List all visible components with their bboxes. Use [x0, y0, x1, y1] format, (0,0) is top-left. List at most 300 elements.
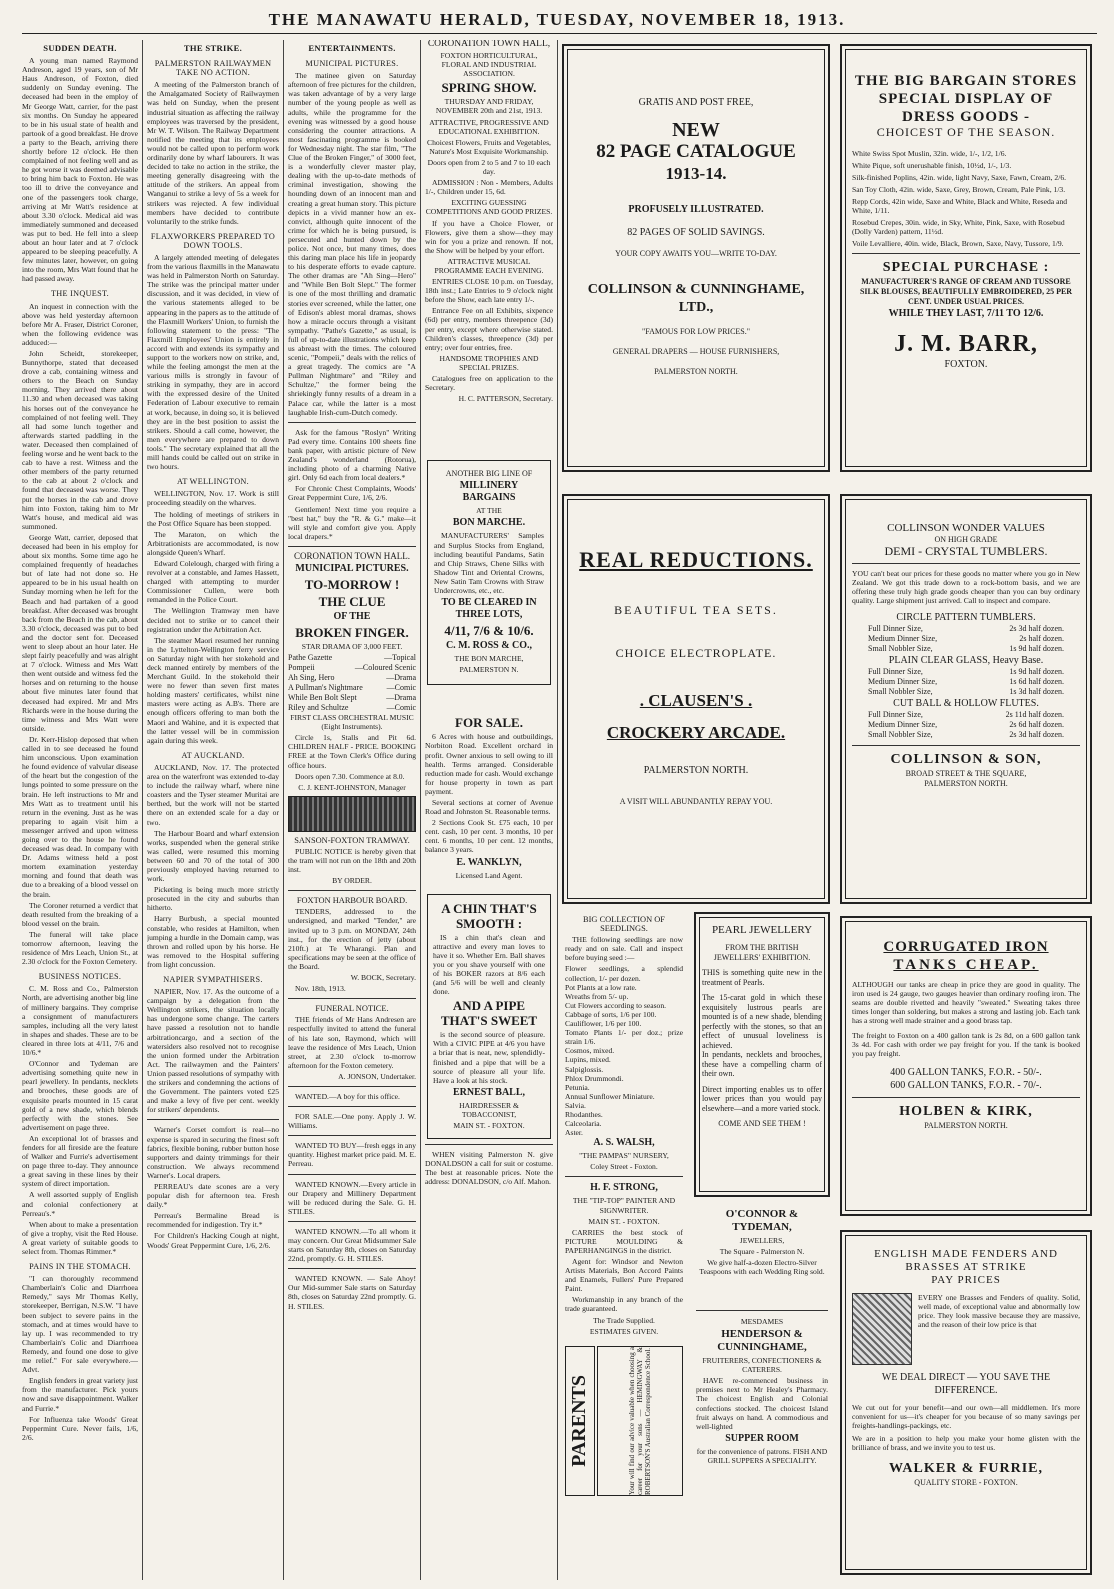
barr-line-1: THE BIG BARGAIN STORES: [854, 73, 1078, 89]
divider: [288, 1268, 416, 1269]
article-paragraph: Warner's Corset comfort is real—no expense is spared in securing the finest soft fabrics, flexible boning, rubber button hose supporters and dainty trimmings for their construction. We always recommend Warner's. Local drapers.: [147, 1125, 279, 1180]
ad-fee: Entrance Fee on all Exhibits, sixpence (6d) per entry, members threepence (3d) per entry, except where otherwise stated. Children's classes, threepence (3d) per entry; over four entries, free.: [425, 306, 553, 352]
column-rule: [142, 40, 143, 1580]
pearl-text: Direct importing enables us to offer lower prices than you would pay elsewhere—and a more varied stock.: [702, 1084, 822, 1113]
ad-admission: ADMISSION : Non - Members, Adults 1/-, Children under 15, 6d.: [425, 178, 553, 197]
article-paragraph: Picketing is being much more strictly prosecuted in the city and suburbs than hitherto.: [147, 885, 279, 913]
ad-town-hall: CORONATION TOWN HALL.: [294, 550, 410, 561]
tanks-heading-1: CORRUGATED IRON: [883, 939, 1049, 955]
column-rule: [557, 40, 558, 1580]
ad-clue-1: THE CLUE: [318, 593, 386, 609]
seedling-item: Annual Sunflower Miniature.: [565, 1091, 655, 1101]
programme-title: While Ben Bolt Slept: [288, 693, 357, 703]
subhead-napier: NAPIER SYMPATHISERS.: [163, 975, 263, 984]
cat-pages: 82 PAGES OF SOLID SAVINGS.: [627, 227, 765, 238]
ad-secretary: H. C. PATTERSON, Secretary.: [458, 394, 553, 404]
seedling-item: Petunia.: [565, 1082, 590, 1092]
clausen-real-reductions: REAL REDUCTIONS.: [579, 547, 813, 572]
ad-doors: Doors open 7.30. Commence at 8.0.: [295, 771, 405, 781]
headline-strike: THE STRIKE.: [183, 43, 243, 53]
hc-supper: SUPPER ROOM: [725, 1432, 799, 1444]
mill-line-2: MILLINERY BARGAINS: [459, 480, 519, 504]
pipe-heading: AND A PIPE THAT'S SWEET: [440, 998, 538, 1029]
headline-inquest: THE INQUEST.: [50, 289, 110, 299]
ad-municipal: MUNICIPAL PICTURES.: [295, 562, 409, 574]
programme-title: Pompeii: [288, 663, 315, 673]
mill-line-7: 4/11, 7/6 & 10/6.: [444, 623, 534, 639]
programme-genre: —Topical: [384, 653, 416, 663]
ad-guessing: EXCITING GUESSING COMPETITIONS AND GOOD PRIZES.: [425, 198, 553, 217]
cat-gratis: GRATIS AND POST FREE,: [638, 97, 754, 108]
agent-title: Licensed Land Agent.: [455, 870, 523, 880]
fenders-heading: ENGLISH MADE FENDERS AND BRASSES AT STRIKE: [874, 1248, 1058, 1273]
divider: [288, 422, 416, 423]
programme-genre: —Drama: [386, 693, 416, 703]
special-price: WHILE THEY LAST, 7/11 TO 12/6.: [888, 308, 1044, 319]
size-label: Small Nobbler Size,: [868, 644, 933, 653]
strong-address: MAIN ST. - FOXTON.: [588, 1216, 660, 1226]
ad-barr-box: [840, 44, 1092, 472]
price-value: 2s half dozen.: [1019, 634, 1064, 643]
ad-manager: C. J. KENT-JOHNSTON, Manager: [298, 782, 406, 792]
donaldson-ad: WHEN visiting Palmerston N. give DONALDSON a call for suit or costume. The best at reasonable prices. Note the address: DONALDSON, c/o Alf. Mahon.: [425, 1150, 553, 1187]
article-paragraph: Harry Burbush, a special mounted constable, who resides at Hamilton, when jumping a hurdle in the Domain camp, was thrown and rolled upon by his horse. He was removed to the Hospital suffering from light concussion.: [147, 914, 279, 969]
chin-heading: A CHIN THAT'S SMOOTH :: [441, 900, 537, 931]
clausen-electro: CHOICE ELECTROPLATE.: [615, 646, 777, 660]
signature: BY ORDER.: [332, 876, 372, 886]
cat-town: PALMERSTON NORTH.: [654, 367, 738, 376]
column-rule: [283, 40, 284, 1580]
seedling-item: Tomato Plants 1/- per doz.; prize strain 1/6.: [565, 1028, 683, 1047]
dress-goods-item: Silk-finished Poplins, 42in. wide, light Navy, Saxe, Fawn, Cream, 2/6.: [852, 173, 1067, 182]
walsh-name: A. S. WALSH,: [593, 1137, 655, 1149]
ad-association: FOXTON HORTICULTURAL, FLORAL AND INDUSTRIAL ASSOCIATION.: [440, 51, 538, 79]
cat-copy: YOUR COPY AWAITS YOU—WRITE TO-DAY.: [615, 249, 777, 258]
parents-title: PARENTS: [568, 1374, 591, 1467]
strong-name: H. F. STRONG,: [590, 1182, 658, 1194]
programme-genre: —Comic: [386, 703, 416, 713]
special-text: MANUFACTURER'S RANGE OF CREAM AND TUSSORE SILK BLOUSES, BEAUTIFULLY EMBROIDERED, 25 PER CENT. UNDER USUAL PRICES.: [859, 277, 1073, 306]
article-paragraph: "I can thoroughly recommend Chamberlain's Colic and Diarrhoea Remedy," says Mr Thomas Kelly, storekeeper, Berrigan, N.S.W. "I have been subject to severe pains in the stomach, and at times would have to lay up. I was recommended to try Chamberlain's Colic and Diarrhoea Remedy, and found one dose to give me relief." For sale everywhere.—Advt.: [22, 1274, 138, 1375]
ad-doors: Doors open from 2 to 5 and 7 to 10 each day.: [427, 157, 551, 177]
pearl-from: FROM THE BRITISH JEWELLERS' EXHIBITION.: [713, 943, 811, 962]
fender-image: [852, 1293, 912, 1365]
tanks-freight: The freight to Foxton on a 400 gallon tank is 2s 8d, on a 600 gallon tank 3s 4d. For cash with order we pay freight for you. If the tank is booked you pay freight.: [852, 1031, 1080, 1058]
programme-genre: —Comic: [386, 683, 416, 693]
price-value: 2s 3d half dozen.: [1009, 730, 1064, 739]
programme-genre: —Drama: [386, 673, 416, 683]
seedlings-intro: THE following seedlings are now ready and on sale. Call and inspect before buying seed :—: [565, 935, 683, 963]
oconnor-ad: [696, 1208, 828, 1303]
barr-line-3: DRESS GOODS -: [901, 109, 1031, 125]
article-paragraph: The holding of meetings of strikers in the Post Office Square has been stopped.: [147, 509, 279, 528]
ad-orchestra: FIRST CLASS ORCHESTRAL MUSIC (Eight Instruments).: [290, 713, 414, 732]
seedling-item: Cosmos, mixed.: [565, 1046, 615, 1056]
ad-millinery-box: [427, 460, 551, 685]
ad-guessing-text: If you have a Choice Flower, or Flowers, give them a show—they may win for you a prize and renown. If not, the Show will be helped by your effort.: [425, 218, 553, 255]
pipe-text: is the second source of pleasure. With a CIVIC PIPE at 4/6 you have a briar that is neat, new, splendidly-finished and a pipe that will be a source of pleasure all your life. Have a look at his stock.: [433, 1030, 545, 1085]
signature: A. JONSON, Undertaker.: [338, 1071, 416, 1081]
ball-address: MAIN ST. - FOXTON.: [453, 1121, 525, 1131]
divider: [288, 1221, 416, 1222]
dress-goods-item: San Toy Cloth, 42in. wide, Saxe, Grey, Brown, Cream, Pale Pink, 1/3.: [852, 185, 1066, 194]
ad-dates: THURSDAY AND FRIDAY, NOVEMBER 20th and 21st, 1913.: [435, 97, 543, 116]
size-label: Medium Dinner Size,: [868, 720, 938, 729]
cw-sub: ON HIGH GRADE: [934, 535, 998, 544]
article-paragraph: The Coroner returned a verdict that death resulted from the breaking of a blood vessel on the brain.: [22, 900, 138, 928]
price-value: 2s 11d half dozen.: [1005, 710, 1064, 719]
pearl-heading: PEARL JEWELLERY: [711, 924, 813, 936]
classified: WANTED KNOWN.—Every article in our Drapery and Millinery Department will be reduced during the Sale. G. H. STILES.: [288, 1179, 416, 1216]
classified: WANTED KNOWN.—To all whom it may concern. Our Great Midsummer Sale starts on Saturday 8th, closes on Saturday 22nd, promptly. G. H. STILES.: [288, 1226, 416, 1264]
article-paragraph: Perreau's Bermaline Bread is recommended for indigestion. Try it.*: [147, 1211, 279, 1230]
article-paragraph: O'Connor and Tydeman are advertising something quite new in pearl jewellery. In pendants, necklets and brooches, these goods are of exquisite pearls mounted in 15 carat gold of a new shade, which blends perfectly with the stones. See advertisement on page three.: [22, 1059, 138, 1132]
programme-title: A Pullman's Nightmare: [288, 683, 363, 693]
headline-pains-stomach: PAINS IN THE STOMACH.: [29, 1262, 131, 1272]
cat-title: 82 PAGE CATALOGUE: [596, 141, 796, 162]
henderson-ad: [696, 1310, 828, 1577]
cat-drapers: GENERAL DRAPERS — HOUSE FURNISHERS,: [612, 347, 780, 356]
classified: FOR SALE.—One pony. Apply J. W. Williams.: [288, 1112, 416, 1131]
barr-town: FOXTON.: [944, 359, 988, 370]
tanks-600: 600 GALLON TANKS, F.O.R. - 70/-.: [890, 1080, 1042, 1091]
price-value: 2s 6d half dozen.: [1009, 720, 1064, 729]
programme-list: [288, 653, 416, 713]
seedling-item: Rhodanthes.: [565, 1109, 603, 1119]
programme-title: Pathe Gazette: [288, 653, 333, 663]
ad-hall: CORONATION TOWN HALL,: [427, 40, 551, 49]
ad-attractive: ATTRACTIVE, PROGRESSIVE AND EDUCATIONAL EXHIBITION.: [429, 117, 549, 136]
divider: [852, 563, 1080, 564]
signature: W. BOCK, Secretary.: [350, 973, 416, 983]
article-paragraph: WELLINGTON, Nov. 17. Work is still proceeding steadily on the wharves.: [147, 489, 279, 508]
article-paragraph: C. M. Ross and Co., Palmerston North, are advertising another big line of millinery bargains. They comprise a consignment of manufacturers samples, including all the very latest in shapes and shades. These are to be cleared in three lots at 4/11, 7/6 and 10/6.*: [22, 984, 138, 1058]
article-paragraph: The steamer Maori resumed her running in the Lyttelton-Wellington ferry service on Saturday night with her stokehold and deck manned entirely by members of the Merchant Guild. In the stokehold their were no fewer than seven first mates holding masters' certificates, whilst nine masters were acting as A.B's. There are enough officers offering to man both the Maori and Wahine, and it is expected that the latter vessel will be in commission again during this week.: [147, 635, 279, 745]
headline-harbour-board: FOXTON HARBOUR BOARD.: [296, 896, 408, 906]
programme-item: [288, 703, 416, 713]
parents-text: Your will find our advice valuable when choosing a career for your sons — HEMINGWAY & ROBERTSON'S Australian Correspondence School.: [628, 1346, 652, 1495]
size-label: Small Nobbler Size,: [868, 730, 933, 739]
article-paragraph: THE friends of Mr Hans Andresen are respectfully invited to attend the funeral of his late son, Raymond, which will leave the residence of Mrs Leach, Union street, at 2.30 o'clock to-morrow afternoon for the Foxton cemetery.: [288, 1015, 416, 1070]
size-label: Small Nobbler Size,: [868, 687, 933, 696]
for-sale-item: 2 Sections Cook St. £75 each, 10 per cent. cash, 10 per cent. 3 months, 10 per cent. 6 months, 10 per cent. 12 months, balance 3 years.: [425, 818, 553, 855]
price-value: 1s 9d half dozen.: [1009, 667, 1064, 676]
divider: [288, 1106, 416, 1107]
mill-line-5: MANUFACTURERS' Samples and Surplus Stocks from England, including beautiful Pandams, Satin and Chip Straws, Chene Silks with Shadow Tint and Oriental Crowns, New Satin Tam Crowns with Straw Undercrowns, etc., etc.: [434, 531, 544, 596]
seedling-item: Wreaths from 5/- up.: [565, 991, 629, 1001]
tanks-town: PALMERSTON NORTH.: [924, 1121, 1008, 1130]
price-row: [852, 644, 1080, 654]
tanks-firm: HOLBEN & KIRK,: [899, 1104, 1033, 1119]
seedlings-list: [565, 964, 683, 1137]
divider: [288, 1086, 416, 1087]
strong-text: Agent for: Windsor and Newton Artists Materials, Bon Accord Paints and Enamels, Fullers' Pure Prepared Paint.: [565, 1257, 683, 1294]
ad-catalogues: Catalogues free on application to the Secretary.: [425, 374, 553, 393]
seedling-item: Cauliflower, 1/6 per 100.: [565, 1019, 642, 1029]
ad-trophies: HANDSOME TROPHIES AND SPECIAL PRIZES.: [439, 353, 539, 372]
cw-town: PALMERSTON NORTH.: [924, 779, 1008, 788]
subhead-municipal-pictures: MUNICIPAL PICTURES.: [305, 59, 399, 69]
programme-item: [288, 663, 416, 673]
price-value: 2s 3d half dozen.: [1009, 624, 1064, 633]
article-paragraph: For Chronic Chest Complaints, Woods' Great Peppermint Cure, 1/6, 2/6.: [288, 484, 416, 503]
ad-musical: ATTRACTIVE MUSICAL PROGRAMME EACH EVENING.: [434, 256, 544, 275]
fenders-text-3: We are in a position to help you make your home glisten with the brilliance of brass, and we invite you to test us.: [852, 1434, 1080, 1452]
divider: [425, 1144, 553, 1145]
programme-genre: —Coloured Scenic: [354, 663, 416, 673]
seedlings-heading: BIG COLLECTION OF SEEDLINGS.: [583, 915, 665, 934]
pearl-text: The 15-carat gold in which these exquisitely lustrous pearls are mounted is of a new shade, blending perfectly with the stones, so that an effect of unusual loveliness is achieved.: [702, 993, 822, 1050]
article-paragraph: Ask for the famous "Roslyn" Writing Pad every time. Contains 100 sheets fine bank paper, with artistic picture of New Zealand's wonderland (Rotorua), including photo of a charming Native girl. Only 6d each from local dealers.*: [288, 427, 416, 483]
headline-entertainments: ENTERTAINMENTS.: [308, 43, 396, 53]
clausen-town: PALMERSTON NORTH.: [643, 765, 749, 776]
size-label: Full Dinner Size,: [868, 710, 923, 719]
mill-line-6: TO BE CLEARED IN THREE LOTS,: [441, 597, 537, 621]
cw-h1: CIRCLE PATTERN TUMBLERS.: [896, 612, 1036, 623]
size-label: Medium Dinner Size,: [868, 677, 938, 686]
column-1: [22, 40, 138, 1585]
clausen-visit: A VISIT WILL ABUNDANTLY REPAY YOU.: [619, 797, 773, 806]
subhead-flaxworkers: FLAXWORKERS PREPARED TO DOWN TOOLS.: [150, 231, 276, 250]
hc-name: HENDERSON & CUNNINGHAME,: [717, 1328, 807, 1354]
fenders-text: EVERY one Brasses and Fenders of quality. Solid, well made, of exceptional value and abnormally low price. They look massive because they are massive, and the reason of their low price is that: [918, 1293, 1080, 1329]
divider: [565, 1176, 683, 1177]
ad-clue-2: OF THE: [333, 610, 371, 622]
agent-name: E. WANKLYN,: [456, 856, 522, 868]
divider: [852, 253, 1080, 254]
strong-trade: THE "TIP-TOP" PAINTER AND SIGNWRITER.: [572, 1196, 676, 1215]
article-paragraph: Dr. Kerr-Hislop deposed that when called in to see deceased he found him unconscious. Upon examination he found evidence of valvular disease of the heart but the congestion of the lungs pointed to some pressure on the brain. He left instructions to Mr and Mrs Watt as to treatment until his return in the evening. Just as he was preparing to again visit him a messenger arrived and upon witness going over to the house he found deceased was dead. In company with Dr. Adams witness held a post mortem examination yesterday morning and found that death was due to a breaking of a blood vessel on the brain.: [22, 734, 138, 899]
article-paragraph: Edward Colelough, charged with firing a revolver at a constable, and James Hassett, charged with attempting to murder Commissioner Cullen, were both remanded in the Police Court.: [147, 558, 279, 605]
article-paragraph: For Children's Hacking Cough at night, Woods' Great Peppermint Cure, 1/6, 2/6.: [147, 1231, 279, 1250]
walsh-address: Coley Street - Foxton.: [590, 1162, 658, 1172]
seedling-item: Phlox Drummondi.: [565, 1073, 624, 1083]
clausen-name: . CLAUSEN'S .: [639, 691, 753, 710]
hc-mesdames: MESDAMES: [740, 1317, 784, 1326]
ad-ernest-ball-box: [427, 894, 551, 1140]
subhead-auckland: AT AUCKLAND.: [181, 750, 245, 760]
classified: WANTED TO BUY—fresh eggs in any quantity. Highest market price paid. M. E. Perreau.: [288, 1141, 416, 1169]
article-paragraph: The funeral will take place tomorrow afternoon, leaving the residence of Mrs Leach, Union St., at 2.30 o'clock for the Foxton Cemetery.: [22, 929, 138, 967]
pearl-text: THIS is something quite new in the treatment of Pearls.: [702, 968, 822, 987]
column-4: [425, 40, 553, 1585]
divider: [288, 1174, 416, 1175]
clausen-tea: BEAUTIFUL TEA SETS.: [614, 603, 778, 617]
column-2: [147, 40, 279, 1585]
size-label: Full Dinner Size,: [868, 667, 923, 676]
price-row: [852, 687, 1080, 697]
seedling-item: Salpiglossis.: [565, 1064, 604, 1074]
ad-fenders-box: [840, 1230, 1092, 1575]
classified: WANTED KNOWN. — Sale Ahoy! Our Mid-summer Sale starts on Saturday 8th, closes on Saturday 22nd promptly. G. H. STILES.: [288, 1274, 416, 1311]
ad-prices: Circle 1s, Stalls and Pit 6d. CHILDREN HALF - PRICE. BOOKING FREE at the Town Clerk's Office during office hours.: [288, 733, 416, 770]
strong-estimates: ESTIMATES GIVEN.: [589, 1326, 659, 1336]
cat-illustrated: PROFUSELY ILLUSTRATED.: [628, 204, 764, 215]
hc-text-2: for the convenience of patrons. FISH AND GRILL SUPPERS A SPECIALITY.: [696, 1446, 828, 1465]
date-line: Nov. 18th, 1913.: [295, 984, 346, 994]
tanks-heading-2: TANKS CHEAP.: [893, 957, 1039, 973]
article-paragraph: John Scheidt, storekeeper, Bunnythorpe, stated that deceased drove a cab, containing witness and others to the Beach on Sunday morning. They arrived there about 11.30 and when deceased was taking his horses out of the conveyance he complained of not feeling well. They all had some lunch together and afterwards started paddling in the water. Deceased then complained of feeling worse and he went back to the cab to have a rest. Witness and the other members of the party returned to the cab at about 2 o'clock and found that deceased was worse. They put the horses in the cab and drove him into Foxton, taking him to Mr Watt's house, and medical aid was summoned.: [22, 349, 138, 531]
price-row: [852, 710, 1080, 720]
price-table-cut: [852, 710, 1080, 740]
ball-trade: HAIRDRESSER & TOBACCONIST,: [459, 1100, 519, 1119]
price-row: [852, 677, 1080, 687]
seedling-item: Aster.: [565, 1128, 583, 1138]
ad-tanks-box: [840, 916, 1092, 1216]
price-value: 1s 6d half dozen.: [1009, 677, 1064, 686]
cw-text: YOU can't beat our prices for these goods no matter where you go in New Zealand. We got this trade down to a rock-bottom basis, and we are offering these truly high grade goods cheaper than you can buy ordinary quality. Large shipment just arrived. Call to inspect and compare.: [852, 569, 1080, 605]
headline-funeral: FUNERAL NOTICE.: [315, 1004, 389, 1014]
chin-text: IS a chin that's clean and attractive and every man loves to have it so. Whether Ern. Ball shaves you or you shave yourself with one of his BOKER razors at 8/6 each (and 5/6 will be well and cleanly done.: [433, 932, 545, 997]
hc-text: HAVE re-commenced business in premises next to Mr Healey's Pharmacy. The choicest English and Colonial confections stocked. The choicest Island fruit always on hand. A commodious and well-lighted: [696, 1376, 828, 1431]
fenders-firm: WALKER & FURRIE,: [888, 1461, 1044, 1476]
cat-year: 1913-14.: [665, 164, 727, 183]
size-label: Full Dinner Size,: [868, 624, 923, 633]
cat-firm: COLLINSON & CUNNINGHAME, LTD.,: [587, 282, 805, 315]
article-paragraph: A young man named Raymond Andreson, aged 19 years, son of Mr Haus Andreson, of Foxton, died suddenly on Sunday evening. The deceased had been in the employ of Mr George Watt, carrier, for the past six months. On Sunday he appeared to be in his usual state of health and partook of a good breakfast. He drove a party to the Beach, arriving there shortly before 12 o'clock. He then complained of not feeling well and as he got worse it was deemed advisable to bring him back to Foxton. He was too ill to drive the conveyance and one of the passengers took charge, arriving at Mr Watt's residence at about 3.30 o'clock. Medical aid was immediately summoned and deceased was put to bed. He fell into a sleep about an hour later and at 7 o'clock appeared to be sleeping peacefully. A few minutes later, however, on going into the room, Mrs Watt found that he had passed away.: [22, 56, 138, 284]
divider: [288, 1135, 416, 1136]
cw-h2: PLAIN CLEAR GLASS, Heavy Base.: [888, 655, 1044, 666]
divider: [852, 745, 1080, 746]
article-paragraph: English fenders in great variety just from the manufacturer. Pick yours now and save disappointment. Walker and Furrie.*: [22, 1376, 138, 1413]
dress-goods-item: Repp Cords, 42in wide, Saxe and White, Black and White, Reseda and White, 1/11.: [852, 197, 1068, 215]
ad-star-drama: STAR DRAMA OF 3,000 FEET.: [301, 641, 403, 651]
column-3: [288, 40, 416, 1585]
dress-goods-item: White Swiss Spot Muslin, 32in. wide, 1/-, 1/2, 1/6.: [852, 149, 1007, 158]
strong-text: CARRIES the best stock of PICTURE MOULDING & PAPERHANGINGS in the district.: [565, 1227, 683, 1255]
strong-trade-supplied: The Trade Supplied.: [593, 1315, 655, 1325]
price-row: [852, 624, 1080, 634]
fenders-direct: WE DEAL DIRECT — YOU SAVE THE DIFFERENCE.: [881, 1372, 1051, 1396]
ad-pearl-box: [694, 912, 830, 1197]
dress-goods-item: Rosebud Crepes, 30in. wide, in Sky, White, Pink, Saxe, with Rosebud (Dolly Varden) pattern, 11½d.: [852, 218, 1065, 236]
programme-item: [288, 673, 416, 683]
article-paragraph: A largely attended meeting of delegates from the various flaxmills in the Manawatu was held in Palmerston North on Saturday. The strike was the principal matter under discussion, and it was decided, in view of the various statements alleged to be appearing in the papers as to the attitude of the Flaxmill Workers' Union, to furnish the following statement to the press: "The Flaxmill Employees' Union is entirely in accord with and extends its sympathy and support to the workers now on strike, and, while the feeling amongst the men at the various mills is strongly in favour of striking in sympathy, they are in accord with the expressed desire of the United Federation of Labour executive to remain at work, because, in doing so, it is believed they are in the best position to assist the strikers. Should a call come, however, the men everywhere are prepared to down tools." The secretary explained that all the mill hands could be called out on strike in two hours.: [147, 252, 279, 472]
dress-goods-list: [852, 149, 1080, 248]
mill-line-1: ANOTHER BIG LINE OF: [445, 469, 533, 479]
cw-address: BROAD STREET & THE SQUARE,: [905, 769, 1027, 778]
headline-tramway: SANSON-FOXTON TRAMWAY.: [294, 835, 410, 845]
ad-collinson-box: [840, 494, 1092, 904]
programme-item: [288, 683, 416, 693]
article-paragraph: A well assorted supply of English and colonial confectionery at Perreau's.*: [22, 1190, 138, 1218]
fenders-pay: PAY PRICES: [931, 1274, 1001, 1286]
cw-firm: COLLINSON & SON,: [890, 752, 1042, 767]
article-paragraph: The Harbour Board and wharf extension works, suspended when the general strike was called, were resumed this morning between 60 and 70 of the total of 300 previously employed having returned to work.: [147, 828, 279, 884]
fenders-text-2: We cut out for your benefit—and our own—all middlemen. It's more convenient for us—it's cheaper for you because of so many savings per freights-handlings-packings, etc.: [852, 1403, 1080, 1430]
clausen-arcade: CROCKERY ARCADE.: [606, 723, 786, 742]
article-paragraph: An exceptional lot of brasses and fenders for all fireside are the feature of Walker and Furrie's advertisement on page three to-day. They announce a great saving in these lines by their system of direct importation.: [22, 1133, 138, 1189]
headline-business-notices: BUSINESS NOTICES.: [38, 972, 122, 982]
article-paragraph: TENDERS, addressed to the undersigned, and marked "Tender," are invited up to 3 p.m. on MONDAY, 24th inst., for the erection of jetty (about 210ft.) at Te Wharangi. Plan and specifications may be seen at the office of the Board.: [288, 907, 416, 971]
cw-heading: COLLINSON WONDER VALUES: [887, 522, 1045, 534]
classified: WANTED.—A boy for this office.: [295, 1091, 400, 1101]
ad-catalogue-box: [562, 44, 830, 472]
price-value: 1s 3d half dozen.: [1009, 687, 1064, 696]
article-paragraph: AUCKLAND, Nov. 17. The protected area on the waterfront was extended to-day to include the railway wharf, where nine coasters and the Tyser steamer Muritai are berthed, but the work will not be started there on an extended scale for a day or two.: [147, 762, 279, 827]
programme-item: [288, 653, 416, 663]
seedling-item: Salvia.: [565, 1100, 586, 1110]
headline-sudden-death: SUDDEN DEATH.: [43, 43, 117, 53]
mill-line-9: THE BON MARCHE,: [454, 654, 524, 664]
price-table-plain: [852, 667, 1080, 697]
article-paragraph: George Watt, carrier, deposed that deceased had been in his employ for about six months. Some time ago he complained frequently of headaches but of late had not done so. He appeared to be in his usual health on Sunday morning when he left for the Beach and had partaken of a good breakfast. After deceased was brought back from the Beach in the cab, about 3.30 o'clock, deceased was put to bed and the doctor sent for. Deceased went to sleep about an hour later. He slept fairly peacefully and was alright at 7 o'clock. Witness and Mrs Watt then went outside and witness fed the horses and on returning to the house about five minutes later found that deceased had expired. Mr and Mrs Richards were in the house during the time witness and Mrs Watt were outside.: [22, 532, 138, 733]
price-row: [852, 720, 1080, 730]
oc-name: O'CONNOR & TYDEMAN,: [725, 1208, 799, 1233]
walsh-nursery: "THE PAMPAS" NURSERY,: [579, 1151, 669, 1161]
seedling-item: Lupins, mixed.: [565, 1055, 611, 1065]
seedling-item: Pot Plants at a low rate.: [565, 982, 637, 992]
subhead-railwaymen: PALMERSTON RAILWAYMEN TAKE NO ACTION.: [154, 59, 272, 78]
mill-line-10: PALMERSTON N.: [459, 665, 519, 675]
ad-spring-show: SPRING SHOW.: [441, 80, 537, 96]
tanks-text: ALTHOUGH our tanks are cheap in price they are good in quality. The iron used is 24 gauge, two gauges heavier than ordinary roofing iron. The seams are double rivetted and heavily "sweated." Sweating takes three times longer than soldering, but makes a strong and lasting job. Each tank has a strong well made strainer and a good brass tap.: [852, 980, 1080, 1025]
article-paragraph: PERREAU's date scones are a very popular dish for afternoon tea. Fresh daily.*: [147, 1181, 279, 1210]
seedling-item: Cut Flowers according to season.: [565, 1000, 667, 1010]
price-row: [852, 667, 1080, 677]
programme-item: [288, 693, 416, 703]
for-sale-item: Several sections at corner of Avenue Road and Johnston St. Reasonable terms.: [425, 797, 553, 817]
seedling-item: Calceolaria.: [565, 1119, 602, 1129]
ball-name: ERNEST BALL,: [452, 1086, 526, 1098]
cw-h3: CUT BALL & HOLLOW FLUTES.: [893, 698, 1039, 709]
barr-line-4: CHOICEST OF THE SEASON.: [876, 125, 1056, 139]
cat-famous: "FAMOUS FOR LOW PRICES.": [641, 327, 751, 336]
article-paragraph: The Wellington Tramway men have decided not to strike or to cancel their registration under the Arbitration Act.: [147, 606, 279, 634]
article-paragraph: For Influenza take Woods' Great Peppermint Cure. Never fails, 1/6, 2/6.: [22, 1414, 138, 1442]
subhead-wellington: AT WELLINGTON.: [177, 477, 249, 487]
column-5-lower: [565, 915, 683, 1565]
ad-clue-3: BROKEN FINGER.: [295, 624, 409, 640]
article-paragraph: The matinee given on Saturday afternoon of free pictures for the children, was taken advantage of by a very large number of the young people as well as adults, while the programme for the evening was witnessed by a good house considering the counter attractions. A most fascinating programme is booked for Wednesday night. The star film, "The Clue of the Broken Finger," of 3000 feet, is a wonderfully clever master play, dealing with the up-to-date methods of criminal investigation, showing the hounding down of an innocent man and creating a great human story. This picture depicts in a vivid manner how an ex-convict, although quite innocent of the crime for which he is being pursued, is persecuted and hunted down by the police. Not once, but many times, does this daring man place his life in jeopardy to his desperate efforts to evade capture. The other dramas are "Ah Sing—Hero" and "While Ben Bolt Slept." The former is one of the most thrilling and dramatic stories ever screened, while the latter, one of Edison's ablest moral dramas, shows how a miracle occurs through a visitant sympathy. "Pathe's Gazette," as usual, is full of up-to-date illustrations which keep us abreast with the times. The coloured scenic, "Pompeii," deals with the relics of a great tragedy. The comics are "A Pullman Nightmare" and "Riley and Schultze," the former being the shriekingly funny results of a dream in a Palace car, while the latter is a most laughable Irish-cum-Dutch comedy.: [288, 71, 416, 417]
dress-goods-item: Voile Levalliere, 40in. wide, Black, Brown, Saxe, Navy, Tussore, 1/9.: [852, 239, 1064, 248]
divider: [147, 1119, 279, 1120]
barr-line-2: SPECIAL DISPLAY OF: [878, 91, 1054, 107]
article-paragraph: PUBLIC NOTICE is hereby given that the tram will not run on the 18th and 20th inst.: [288, 846, 416, 875]
fenders-address: QUALITY STORE - FOXTON.: [914, 1478, 1018, 1487]
article-paragraph: Gentlemen! Next time you require a "best hat," buy the "R. & G." make—it will style and comfort give you. Apply local drapers.*: [288, 504, 416, 541]
article-paragraph: When about to make a presentation of give a trophy, visit the Red House. A great variety of suitable goods to select from. Thomas Rimmer.*: [22, 1219, 138, 1256]
price-value: 1s 9d half dozen.: [1009, 644, 1064, 653]
price-row: [852, 634, 1080, 644]
pearl-come: COME AND SEE THEM !: [718, 1119, 806, 1128]
ad-entries: ENTRIES CLOSE 10 p.m. on Tuesday, 18th inst.; Late Entries to 9 o'clock night before the Show, each late entry 1/-.: [425, 277, 553, 305]
article-paragraph: A meeting of the Palmerston branch of the Amalgamated Society of Railwaymen was held on Sunday, when the present industrial situation as affecting the railway employees was traversed by the president, Mr W. T. Wilson. The Railway Department notified the meeting that its employees would not be called upon to perform work ordinarily done by wharf labourers. It was decided to take no action in the strike, the meeting generally disagreeing with the attitude of the strikers. An appeal from Wanganui to strike a levy of 5s a week for strikers was rejected. A few individual members have decided to contribute voluntarily to the strike funds.: [147, 80, 279, 226]
mill-line-3: AT THE: [476, 506, 502, 516]
ad-flowers: Choicest Flowers, Fruits and Vegetables, Nature's Most Exquisite Workmanship.: [427, 137, 551, 156]
article-paragraph: The Maraton, on which the Arbitrationists are accommodated, is now alongside Queen's Wharf.: [147, 529, 279, 557]
mill-line-4: BON MARCHE.: [452, 517, 526, 529]
tanks-400: 400 GALLON TANKS, F.O.R. - 50/-.: [890, 1067, 1042, 1078]
size-label: Medium Dinner Size,: [868, 634, 938, 643]
special-purchase: SPECIAL PURCHASE :: [882, 260, 1050, 275]
headline-for-sale: FOR SALE.: [455, 715, 523, 731]
masthead-title: THE MANAWATU HERALD, TUESDAY, NOVEMBER 18, 1913.: [268, 10, 846, 29]
parents-ad: [565, 1346, 683, 1496]
divider: [288, 890, 416, 891]
programme-title: Riley and Schultze: [288, 703, 349, 713]
barr-name: J. M. BARR,: [894, 331, 1038, 357]
dress-goods-item: White Pique, soft unerushable finish, 10½d, 1/-, 1/3.: [852, 161, 1012, 170]
programme-title: Ah Sing, Hero: [288, 673, 335, 683]
tram-engine-image: [288, 796, 416, 832]
price-table-circle: [852, 624, 1080, 654]
article-paragraph: NAPIER, Nov. 17. As the outcome of a campaign by a delegation from the Wellington strikers, the situation locally has undergone some change. The carters have passed a resolution not to handle arbitrationcargo, and a section of the watersiders also resolved not to recognise the union formed under the Arbitration Act. The railwaymen and the Painters' Union passed resolutions of sympathy with the strikers and condemning the actions of the Government. The painters voted £25 and make a levy of five per cent. weekly for strikers' dependents.: [147, 987, 279, 1115]
column-rule: [420, 40, 421, 1580]
ad-clausens-box: [562, 494, 830, 904]
divider: [852, 1097, 1080, 1098]
hc-trade: FRUITERERS, CONFECTIONERS & CATERERS.: [702, 1356, 822, 1375]
